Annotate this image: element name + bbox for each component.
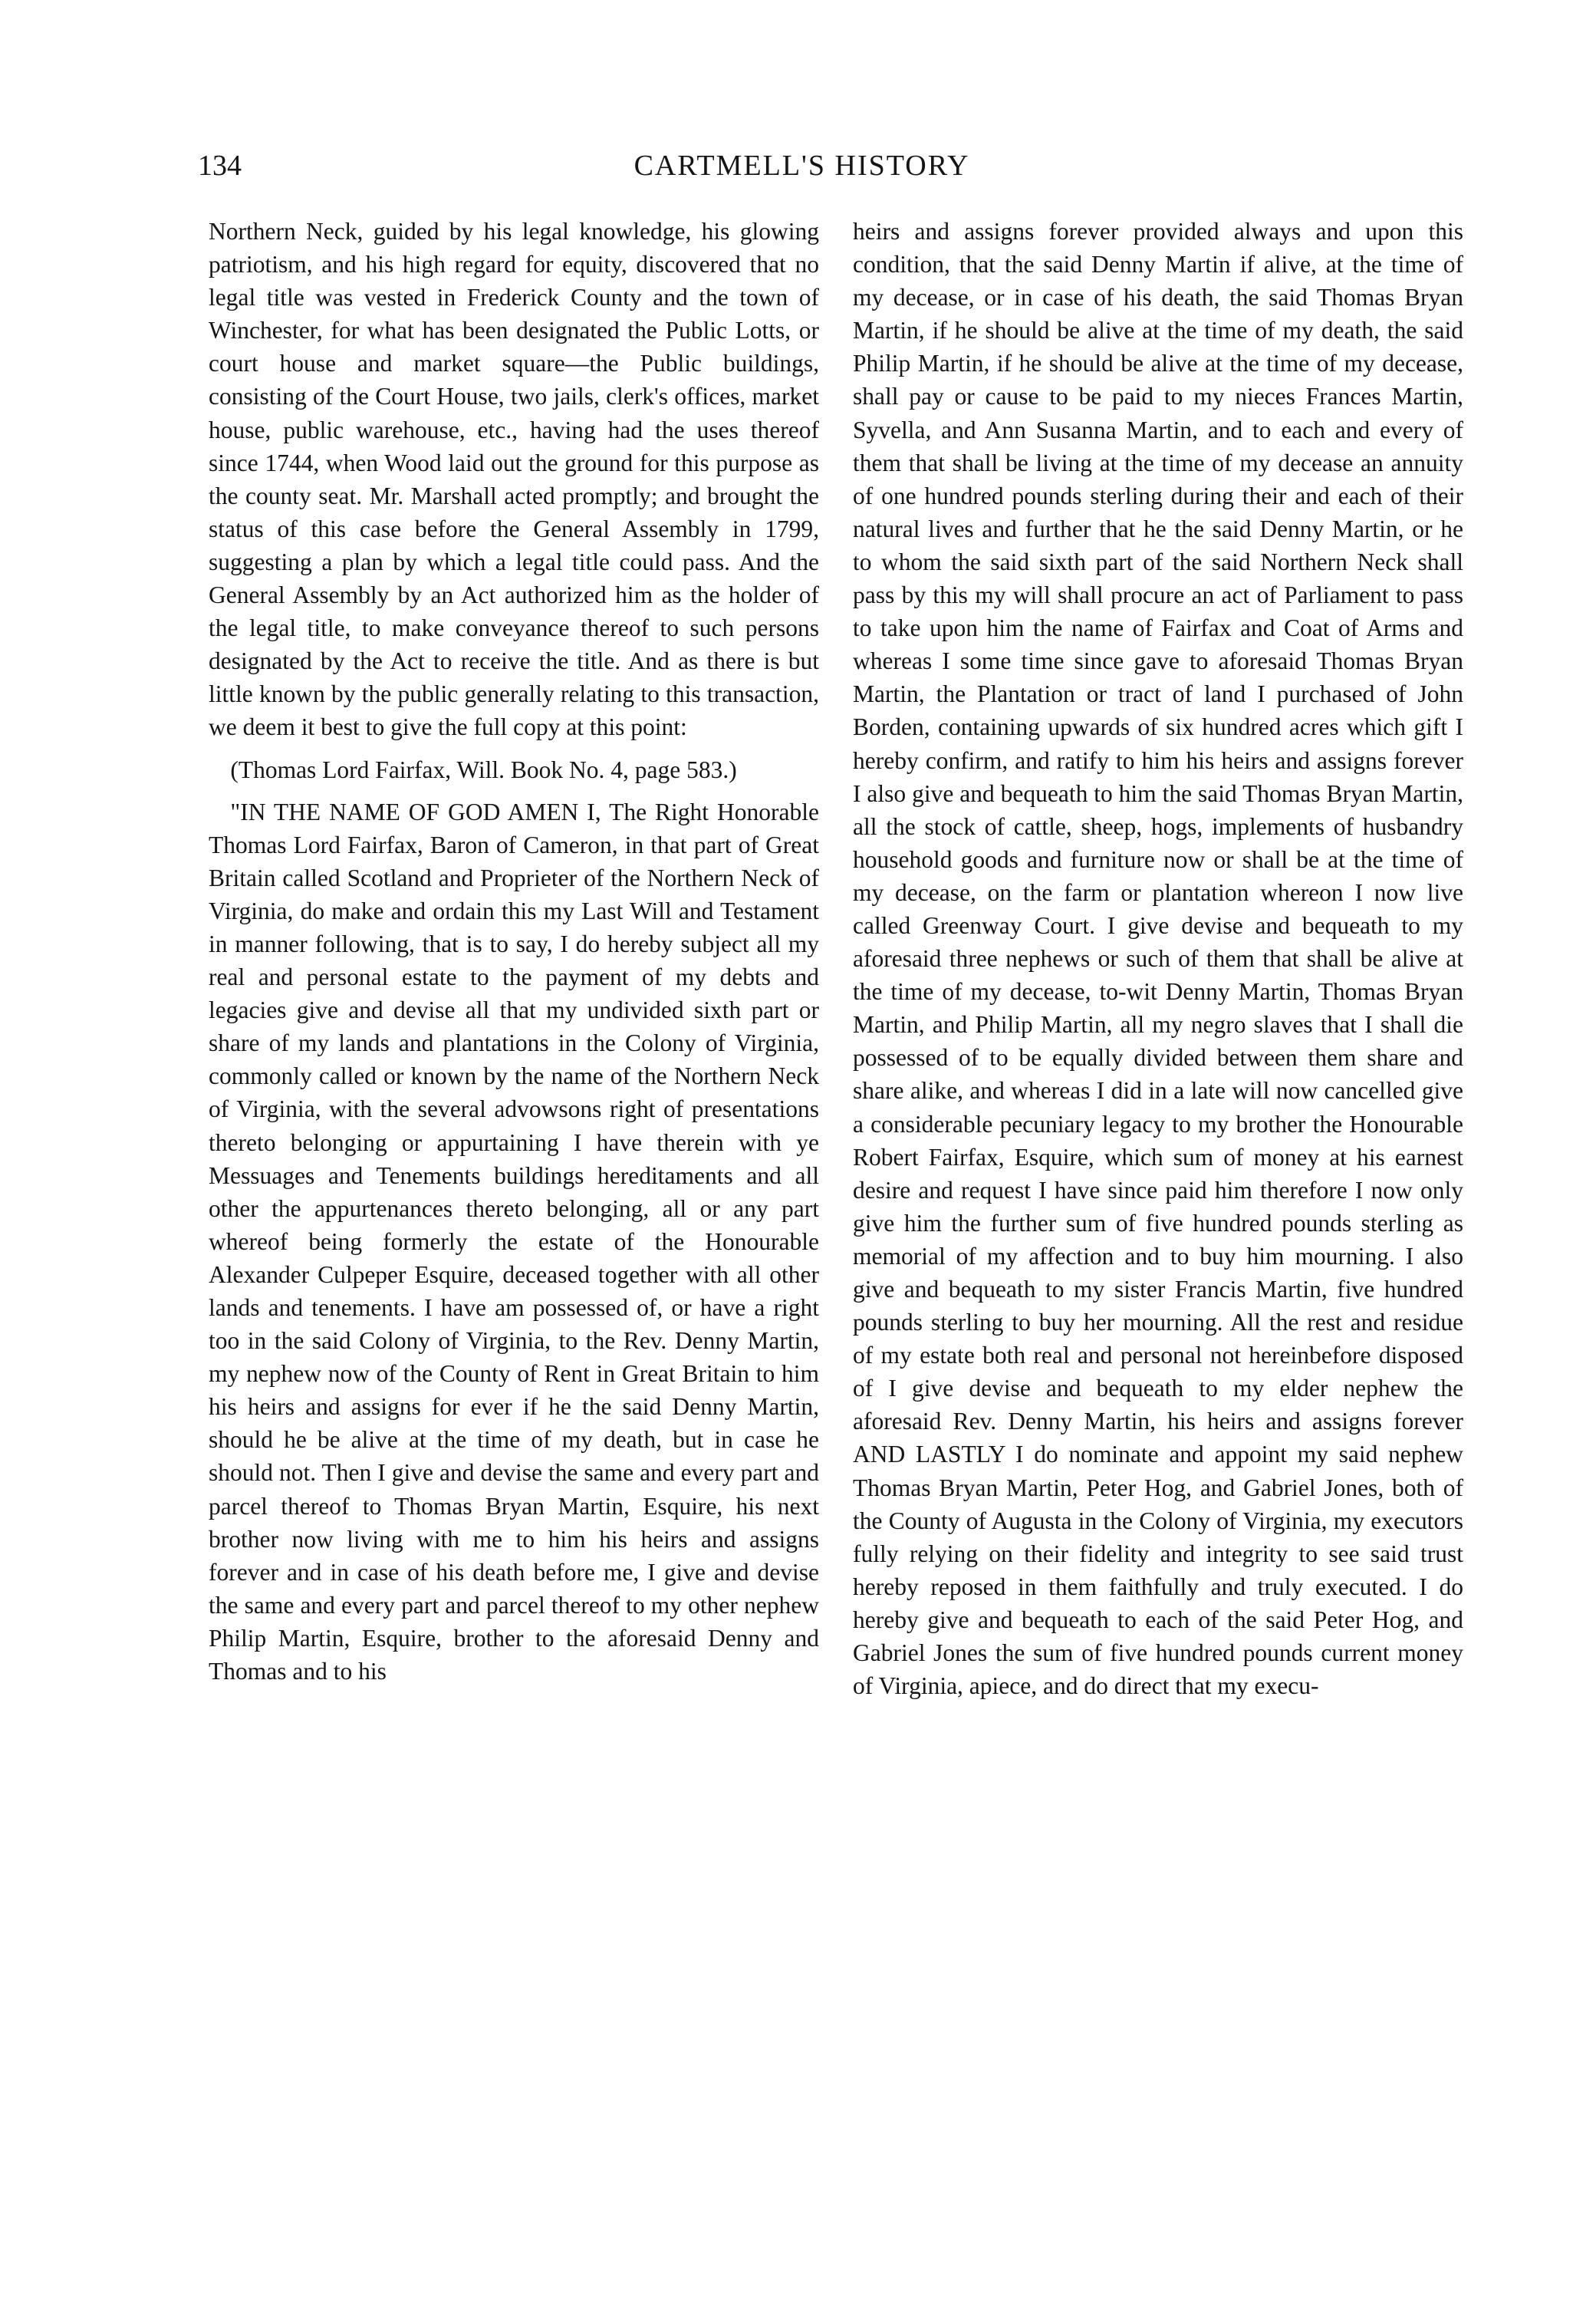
running-head: CARTMELL'S HISTORY	[633, 150, 970, 182]
page-header	[198, 147, 1406, 190]
will-citation: (Thomas Lord Fairfax, Will. Book No. 4, page 583.)	[230, 756, 737, 783]
left-paragraph-1: Northern Neck, guided by his legal knowledge, his glowing patriotism, and his high regard for equity, discovered that no legal title was vested in Frederick County and the town of Winchester, for what has been designated the Public Lotts, or court house and market square—the Public buildings, consisting of the Court House, two jails, clerk's offices, market house, public warehouse, etc., having had the uses thereof since 1744, when Wood laid out the ground for this purpose as the county seat. Mr. Marshall acted promptly; and brought the status of this case before the General Assembly in 1799, suggesting a plan by which a legal title could pass. And the General Assembly by an Act authorized him as the holder of the legal title, to make conveyance thereof to such persons designated by the Act to receive the title. And as there is but little known by the public generally relating to this transaction, we deem it best to give the full copy at this point:	[209, 218, 819, 741]
right-column	[853, 215, 1463, 1702]
left-paragraph-2: "IN THE NAME OF GOD AMEN I, The Right Honorable Thomas Lord Fairfax, Baron of Cameron, in that part of Great Britain called Scotland and Proprieter of the Northern Neck of Virginia, do make and ordain this my Last Will and Testament in manner following, that is to say, I do hereby subject all my real and personal estate to the payment of my debts and legacies give and devise all that my undivided sixth part or share of my lands and plantations in the Colony of Virginia, commonly called or known by the name of the Northern Neck of Virginia, with the several advowsons right of presentations thereto belonging or appurtaining I have therein with ye Messuages and Tenements buildings hereditaments and all other the appurtenances thereto belonging, all or any part whereof being formerly the estate of the Honourable Alexander Culpeper Esquire, deceased together with all other lands and tenements. I have am possessed of, or have a right too in the said Colony of Virginia, to the Rev. Denny Martin, my nephew now of the County of Rent in Great Britain to him his heirs and assigns for ever if he the said Denny Martin, should he be alive at the time of my death, but in case he should not. Then I give and devise the same and every part and parcel thereof to Thomas Bryan Martin, Esquire, his next brother now living with me to him his heirs and assigns forever and in case of his death before me, I give and devise the same and every part and parcel thereof to my other nephew Philip Martin, Esquire, brother to the aforesaid Denny and Thomas and to his	[209, 798, 819, 1685]
left-column	[209, 215, 819, 1688]
right-paragraph-1: heirs and assigns forever provided always and upon this condition, that the said Denny Martin if alive, at the time of my decease, or in case of his death, the said Thomas Bryan Martin, if he should be alive at the time of my death, the said Philip Martin, if he should be alive at the time of my decease, shall pay or cause to be paid to my nieces Frances Martin, Syvella, and Ann Susanna Martin, and to each and every of them that shall be living at the time of my decease an annuity of one hundred pounds sterling during their and each of their natural lives and further that he the said Denny Martin, or he to whom the said sixth part of the said Northern Neck shall pass by this my will shall procure an act of Parliament to pass to take upon him the name of Fairfax and Coat of Arms and whereas I some time since gave to aforesaid Thomas Bryan Martin, the Plantation or tract of land I purchased of John Borden, containing upwards of six hundred acres which gift I hereby confirm, and ratify to him his heirs and assigns forever I also give and bequeath to him the said Thomas Bryan Martin, all the stock of cattle, sheep, hogs, implements of husbandry household goods and furniture now or shall be at the time of my decease, on the farm or plantation whereon I now live called Greenway Court. I give devise and bequeath to my aforesaid three nephews or such of them that shall be alive at the time of my decease, to-wit Denny Martin, Thomas Bryan Martin, and Philip Martin, all my negro slaves that I shall die possessed of to be equally divided between them share and share alike, and whereas I did in a late will now cancelled give a considerable pecuniary legacy to my brother the Honourable Robert Fairfax, Esquire, which sum of money at his earnest desire and request I have since paid him therefore I now only give him the further sum of five hundred pounds sterling as memorial of my affection and to buy him mourning. I also give and bequeath to my sister Francis Martin, five hundred pounds sterling to buy her mourning. All the rest and residue of my estate both real and personal not hereinbefore disposed of I give devise and bequeath to my elder nephew the aforesaid Rev. Denny Martin, his heirs and assigns forever AND LASTLY I do nominate and appoint my said nephew Thomas Bryan Martin, Peter Hog, and Gabriel Jones, both of the County of Augusta in the Colony of Virginia, my executors fully relying on their fidelity and integrity to see said trust hereby reposed in them faithfully and truly executed. I do hereby give and bequeath to each of the said Peter Hog, and Gabriel Jones the sum of five hundred pounds current money of Virginia, apiece, and do direct that my execu-	[853, 218, 1463, 1700]
page-number: 134	[198, 150, 242, 182]
